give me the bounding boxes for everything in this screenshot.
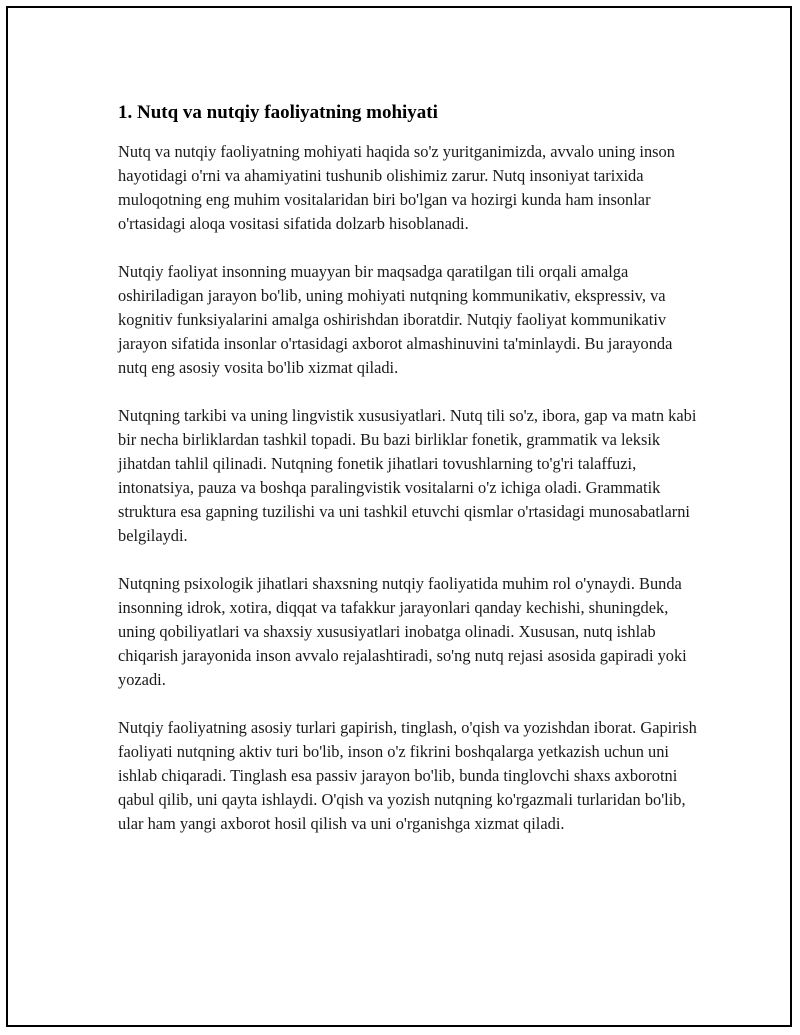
document-body (118, 100, 703, 860)
paragraph-1: Nutq va nutqiy faoliyatning mohiyati haqida so'z yuritganimizda, avvalo uning inson hayotidagi o'rni va ahamiyatini tushunib olishimiz zarur. Nutq insoniyat tarixida muloqotning eng muhim vositalaridan biri bo'lgan va hozirgi kunda ham insonlar o'rtasidagi aloqa vositasi sifatida dolzarb hisoblanadi. (118, 142, 675, 233)
paragraph-3: Nutqning tarkibi va uning lingvistik xususiyatlari. Nutq tili so'z, ibora, gap va matn kabi bir necha birliklardan tashkil topadi. Bu bazi birliklar fonetik, grammatik va leksik jihatdan tahlil qilinadi. Nutqning fonetik jihatlari tovushlarning to'g'ri talaffuzi, intonatsiya, pauza va boshqa paralingvistik vositalarni o'z ichiga oladi. Grammatik struktura esa gapning tuzilishi va uni tashkil etuvchi qismlar o'rtasidagi munosabatlarni belgilaydi. (118, 406, 697, 545)
paragraph-4: Nutqning psixologik jihatlari shaxsning nutqiy faoliyatida muhim rol o'ynaydi. Bunda insonning idrok, xotira, diqqat va tafakkur jarayonlari qanday kechishi, shuningdek, uning qobiliyatlari va shaxsiy xususiyatlari inobatga olinadi. Xususan, nutq ishlab chiqarish jarayonida inson avvalo rejalashtiradi, so'ng nutq rejasi asosida gapiradi yoki yozadi. (118, 574, 687, 689)
paragraph-5: Nutqiy faoliyatning asosiy turlari gapirish, tinglash, o'qish va yozishdan iborat. Gapirish faoliyati nutqning aktiv turi bo'lib, inson o'z fikrini boshqalarga yetkazish uchun uni ishlab chiqaradi. Tinglash esa passiv jarayon bo'lib, bunda tinglovchi shaxs axborotni qabul qilib, uni qayta ishlaydi. O'qish va yozish nutqning ko'rgazmali turlaridan bo'lib, ular ham yangi axborot hosil qilish va uni o'rganishga xizmat qiladi. (118, 718, 697, 833)
section-title: 1. Nutq va nutqiy faoliyatning mohiyati (118, 102, 438, 123)
page-frame (6, 6, 792, 1027)
paragraph-2: Nutqiy faoliyat insonning muayyan bir maqsadga qaratilgan tili orqali amalga oshiriladigan jarayon bo'lib, uning mohiyati nutqning kommunikativ, ekspressiv, va kognitiv funksiyalarini amalga oshirishdan iboratdir. Nutqiy faoliyat kommunikativ jarayon sifatida insonlar o'rtasidagi axborot almashinuvini ta'minlaydi. Bu jarayonda nutq eng asosiy vosita bo'lib xizmat qiladi. (118, 262, 673, 377)
